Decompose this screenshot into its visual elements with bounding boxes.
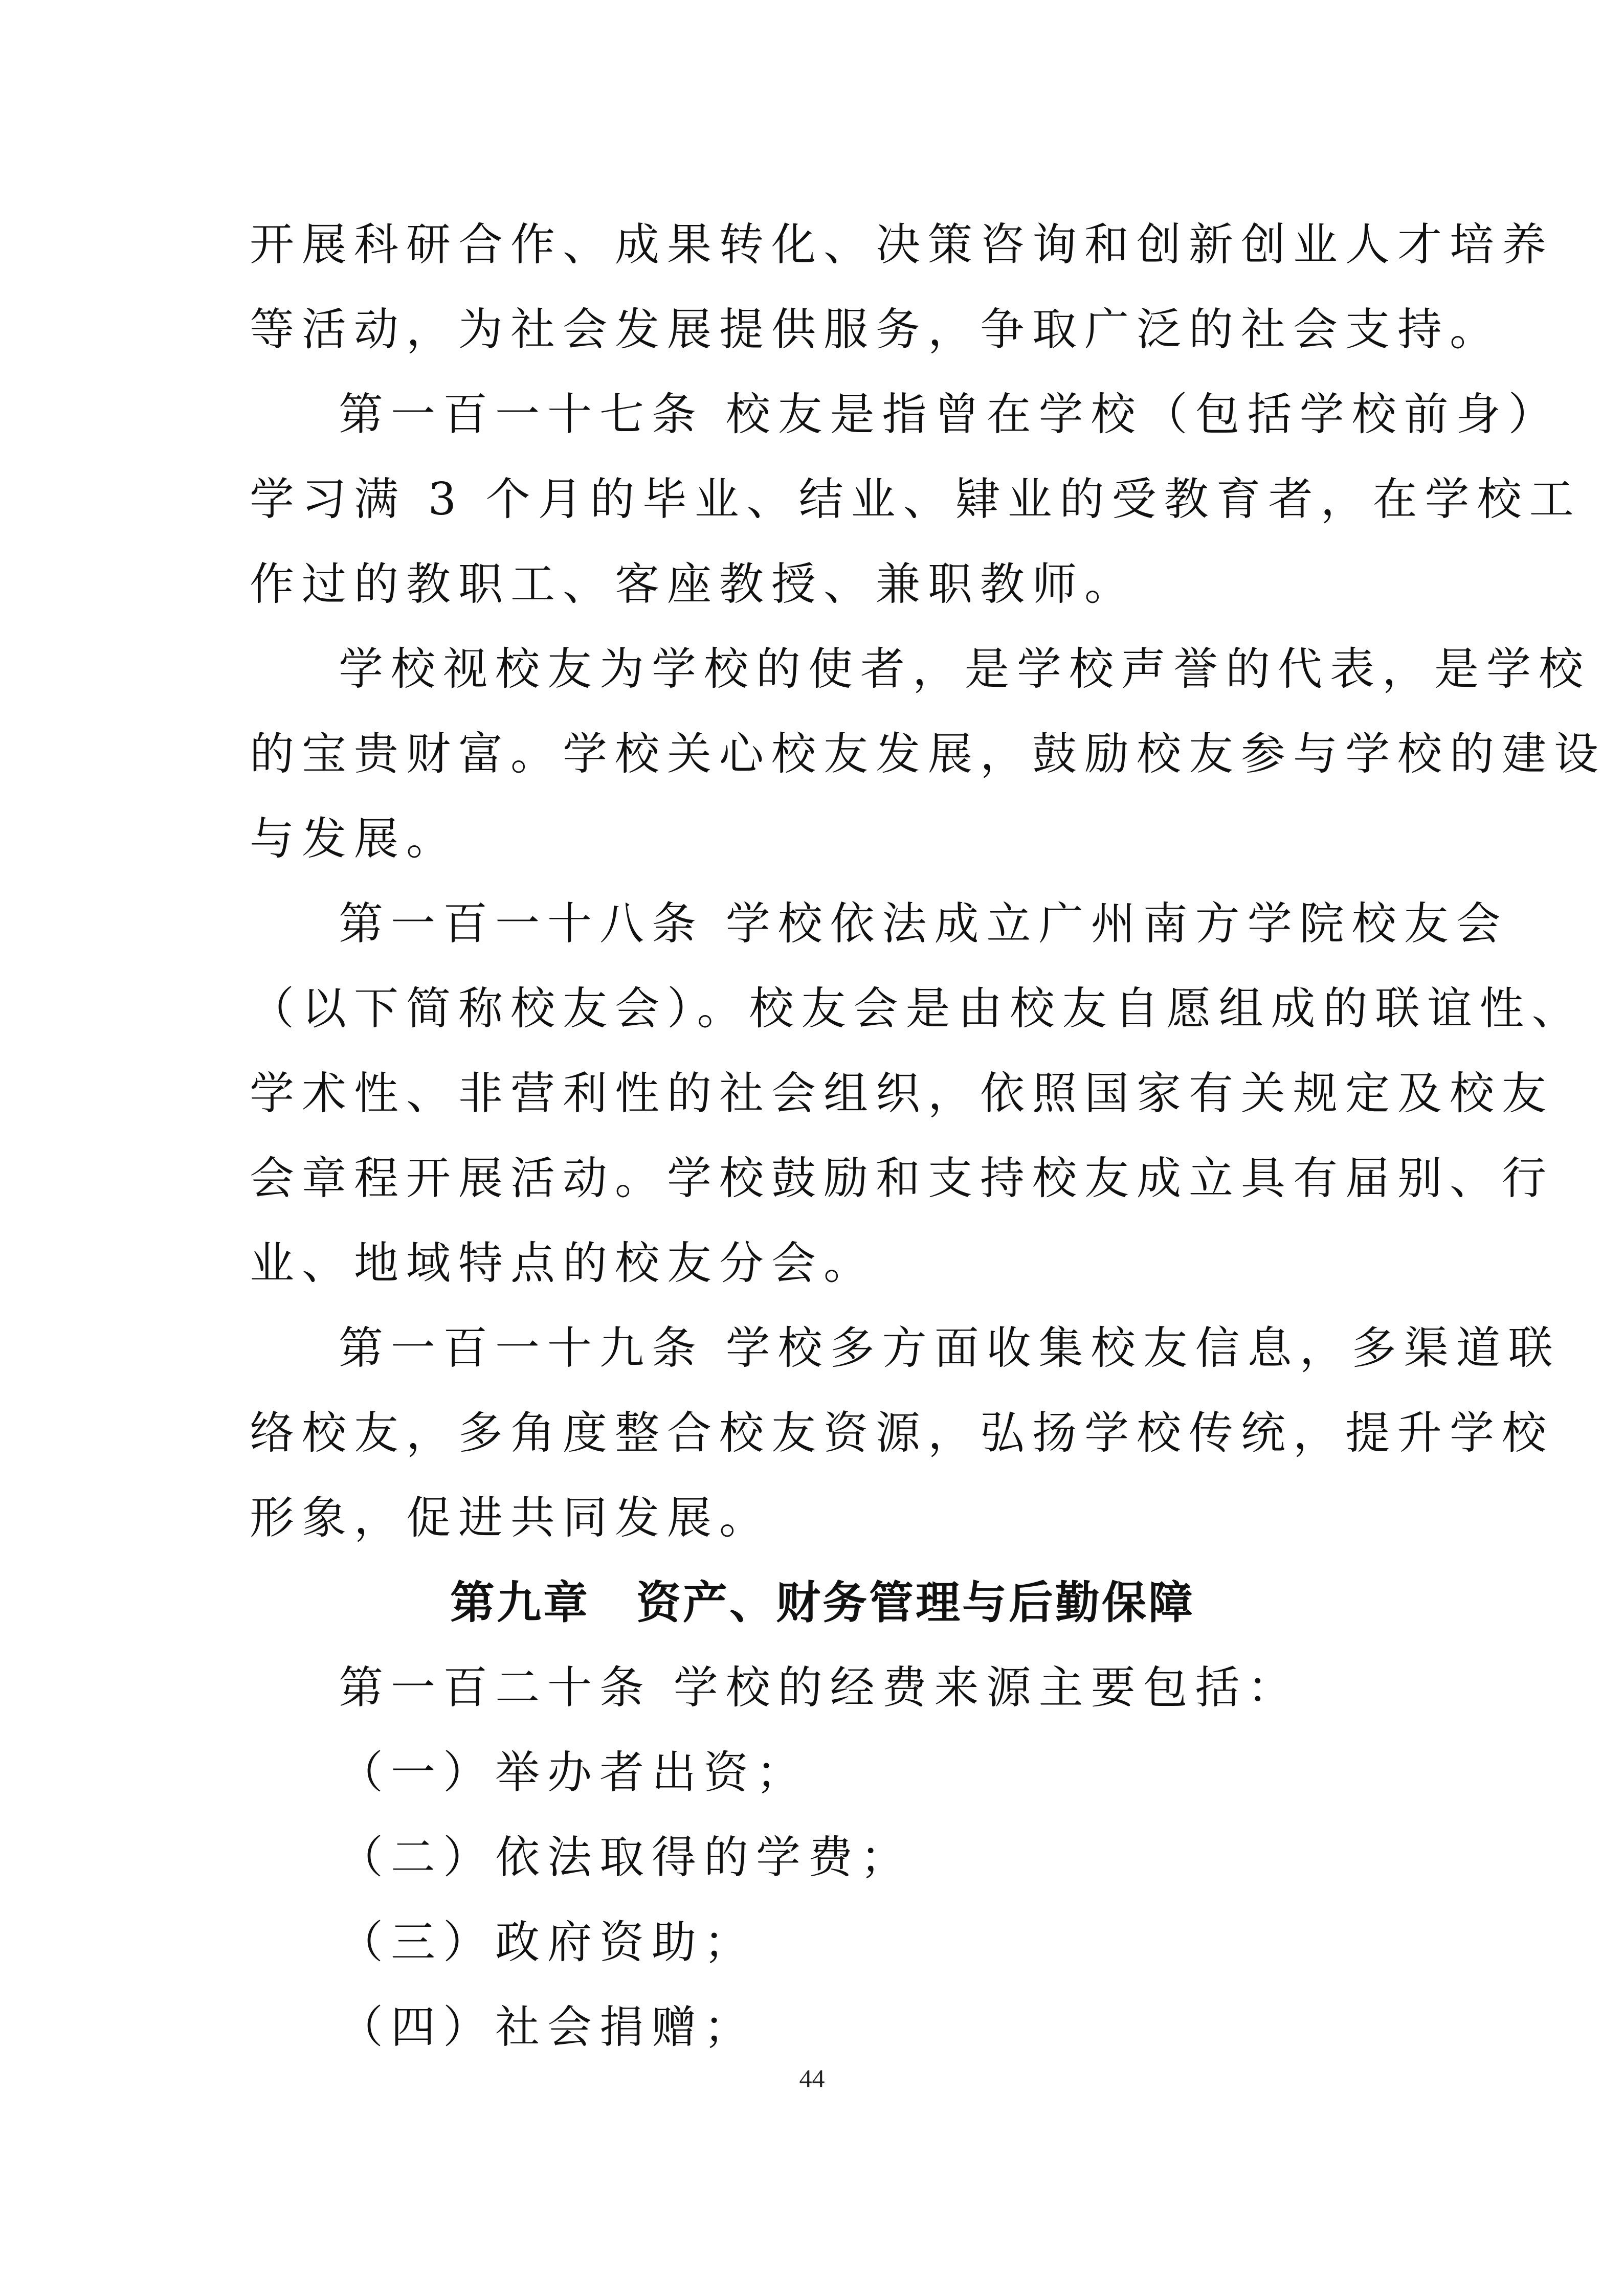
list-item: （一）举办者出资； [339, 1746, 808, 1798]
text-line: 作过的教职工、客座教授、兼职教师。 [250, 558, 1137, 610]
text-line: 形象，促进共同发展。 [250, 1492, 771, 1544]
text-line: 业、地域特点的校友分会。 [250, 1237, 876, 1289]
text-line: 学术性、非营利性的社会组织，依照国家有关规定及校友 [250, 1067, 1554, 1119]
article-118-first-line: 第一百一十八条 学校依法成立广州南方学院校友会 [339, 897, 1508, 950]
text-line: 络校友，多角度整合校友资源，弘扬学校传统，提升学校 [250, 1407, 1554, 1459]
text-line: 等活动，为社会发展提供服务，争取广泛的社会支持。 [250, 303, 1502, 355]
text-line: 学习满 3 个月的毕业、结业、肄业的受教育者，在学校工 [250, 473, 1582, 525]
page-number: 44 [799, 2064, 825, 2092]
article-117-first-line: 第一百一十七条 校友是指曾在学校（包括学校前身） [339, 388, 1561, 440]
list-item: （四）社会捐赠； [339, 2001, 756, 2053]
chapter-heading: 第九章 资产、财务管理与后勤保障 [450, 1577, 1195, 1629]
text-line: 与发展。 [250, 813, 458, 865]
text-line: 的宝贵财富。学校关心校友发展，鼓励校友参与学校的建设 [250, 728, 1606, 780]
list-item: （二）依法取得的学费； [339, 1831, 913, 1883]
article-120-first-line: 第一百二十条 学校的经费来源主要包括： [339, 1661, 1300, 1714]
article-119-first-line: 第一百一十九条 学校多方面收集校友信息，多渠道联 [339, 1322, 1561, 1374]
text-line: 开展科研合作、成果转化、决策咨询和创新创业人才培养 [250, 218, 1554, 271]
text-line: （以下简称校友会）。校友会是由校友自愿组成的联谊性、 [250, 982, 1584, 1034]
document-body [250, 202, 1606, 2069]
list-item: （三）政府资助； [339, 1916, 756, 1968]
paragraph-first-line: 学校视校友为学校的使者，是学校声誉的代表，是学校 [339, 643, 1591, 695]
text-line: 会章程开展活动。学校鼓励和支持校友成立具有届别、行 [250, 1152, 1554, 1204]
